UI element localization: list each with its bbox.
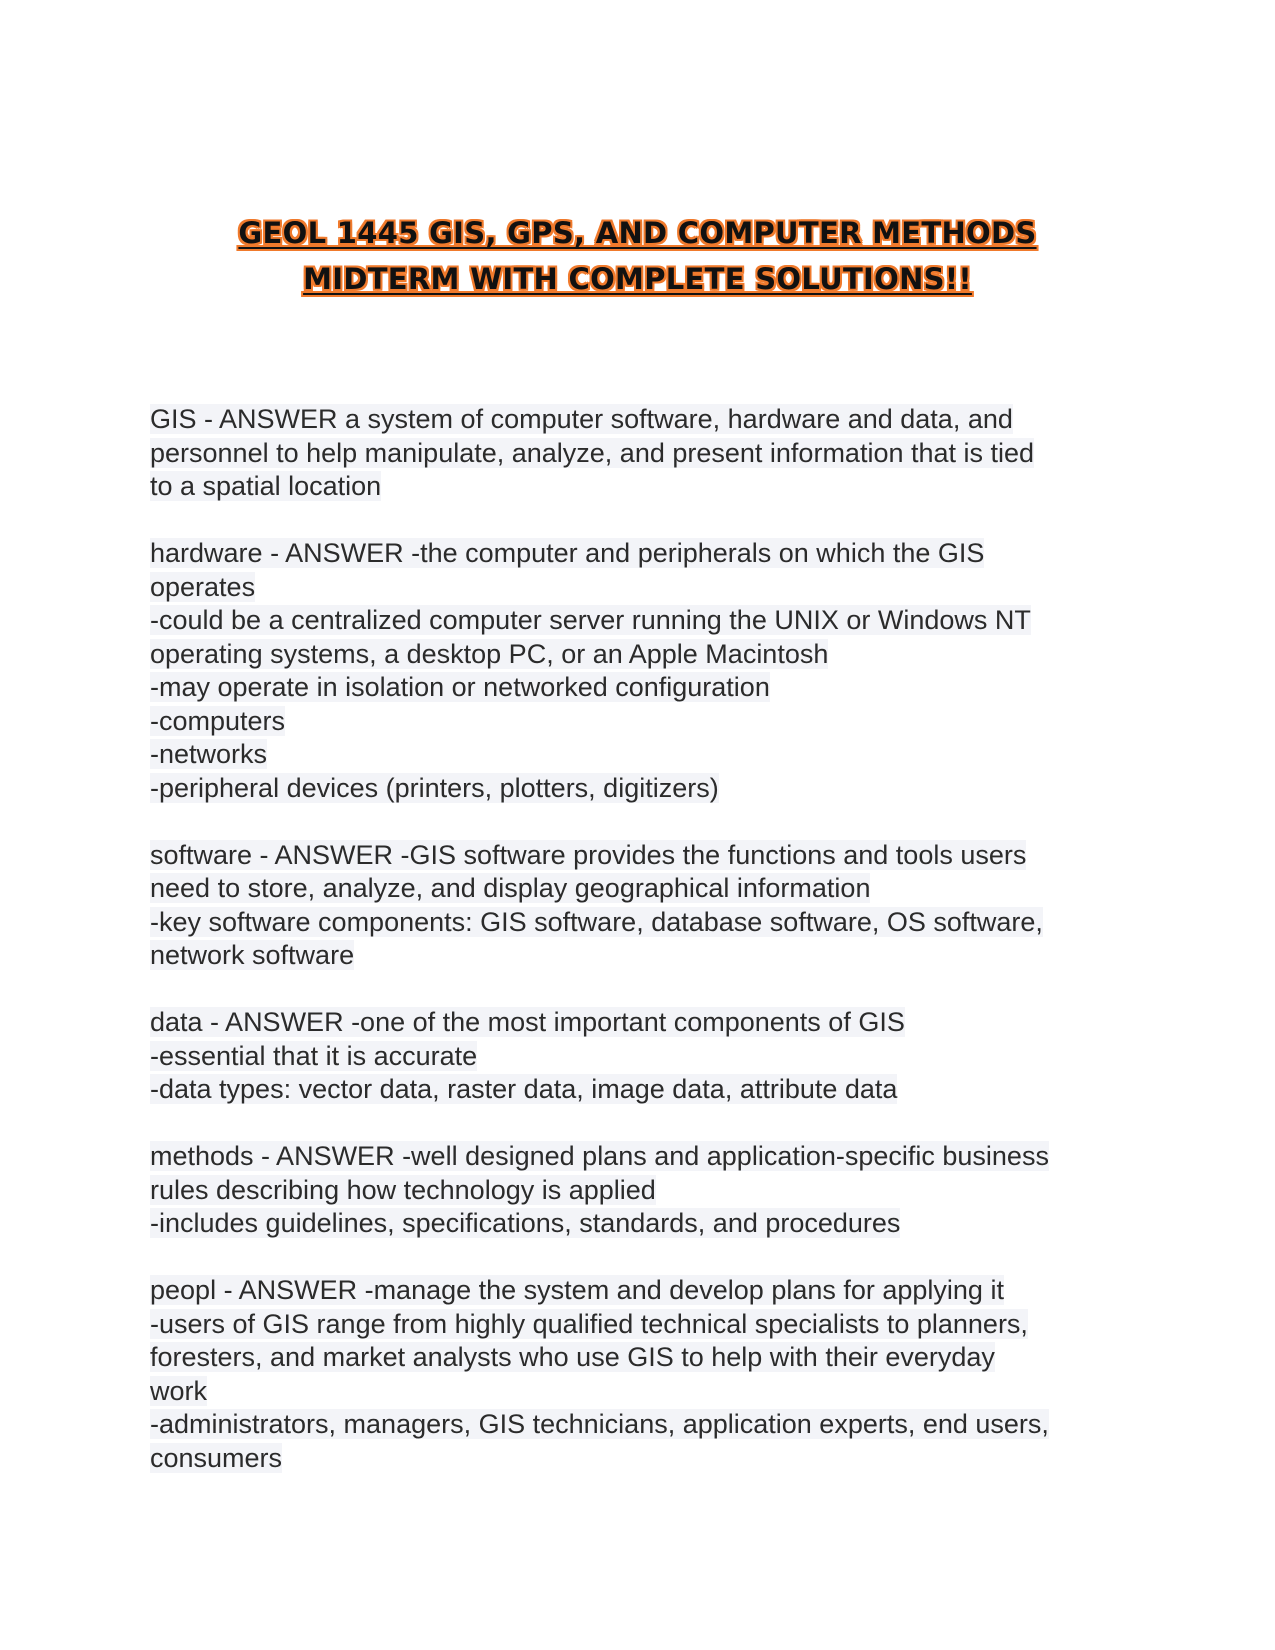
text-line-content: -could be a centralized computer server running the UNIX or Windows NT <box>150 605 1031 635</box>
text-line <box>150 705 1130 739</box>
text-line <box>150 738 1130 772</box>
text-line <box>150 772 1130 806</box>
text-line-content: hardware - ANSWER -the computer and peripherals on which the GIS <box>150 538 985 568</box>
qa-list <box>150 403 1130 1509</box>
text-line-content: -users of GIS range from highly qualified technical specialists to planners, <box>150 1308 1028 1339</box>
text-line <box>150 437 1130 471</box>
qa-entry <box>150 1006 1130 1107</box>
text-line-content: foresters, and market analysts who use GIS to help with their everyday <box>150 1342 995 1372</box>
text-line-content: data - ANSWER -one of the most important components of GIS <box>150 1007 905 1037</box>
text-line <box>150 1375 1130 1409</box>
text-line-content: -data types: vector data, raster data, image data, attribute data <box>150 1074 898 1104</box>
text-line <box>150 537 1130 571</box>
qa-entry <box>150 1140 1130 1241</box>
text-line-content: -peripheral devices (printers, plotters, digitizers) <box>150 772 719 803</box>
qa-entry <box>150 403 1130 504</box>
text-line <box>150 1442 1130 1476</box>
text-line <box>150 1140 1130 1174</box>
qa-entry <box>150 1274 1130 1475</box>
text-line <box>150 403 1130 437</box>
text-line <box>150 1174 1130 1208</box>
text-line <box>150 1040 1130 1074</box>
text-line <box>150 571 1130 605</box>
text-line-content: -administrators, managers, GIS technicians, application experts, end users, <box>150 1409 1049 1439</box>
qa-entry <box>150 839 1130 973</box>
text-line-content: need to store, analyze, and display geographical information <box>150 873 871 903</box>
text-line <box>150 1207 1130 1241</box>
text-line-content: operates <box>150 571 256 602</box>
text-line-content: -networks <box>150 739 268 769</box>
text-line <box>150 604 1130 638</box>
text-line <box>150 1408 1130 1442</box>
text-line <box>150 839 1130 873</box>
qa-entry <box>150 537 1130 805</box>
text-line <box>150 470 1130 504</box>
text-line <box>150 1274 1130 1308</box>
document-title <box>0 210 1275 302</box>
text-line-content: peopl - ANSWER -manage the system and develop plans for applying it <box>150 1275 1004 1305</box>
text-line-content: -key software components: GIS software, database software, OS software, <box>150 906 1043 937</box>
text-line <box>150 872 1130 906</box>
text-line-content: -essential that it is accurate <box>150 1040 478 1071</box>
text-line-content: operating systems, a desktop PC, or an Apple Macintosh <box>150 638 829 669</box>
text-line-content: network software <box>150 940 355 970</box>
text-line <box>150 1073 1130 1107</box>
text-line-content: consumers <box>150 1442 283 1473</box>
text-line <box>150 1341 1130 1375</box>
text-line-content: -includes guidelines, specifications, standards, and procedures <box>150 1208 901 1238</box>
text-line-content: GIS - ANSWER a system of computer software, hardware and data, and <box>150 404 1013 434</box>
text-line-content: -computers <box>150 705 286 736</box>
title-line-2: MIDTERM WITH COMPLETE SOLUTIONS!! <box>303 262 972 296</box>
text-line <box>150 906 1130 940</box>
text-line-content: software - ANSWER -GIS software provides the functions and tools users <box>150 839 1027 870</box>
text-line-content: -may operate in isolation or networked configuration <box>150 672 770 702</box>
text-line-content: methods - ANSWER -well designed plans and application-specific business <box>150 1141 1049 1171</box>
text-line <box>150 939 1130 973</box>
title-line-1: GEOL 1445 GIS, GPS, AND COMPUTER METHODS <box>238 216 1037 250</box>
text-line-content: to a spatial location <box>150 471 382 501</box>
text-line <box>150 1308 1130 1342</box>
text-line-content: personnel to help manipulate, analyze, and present information that is tied <box>150 437 1035 468</box>
text-line-content: rules describing how technology is applied <box>150 1174 656 1205</box>
text-line <box>150 638 1130 672</box>
text-line <box>150 1006 1130 1040</box>
text-line <box>150 671 1130 705</box>
text-line-content: work <box>150 1375 208 1406</box>
